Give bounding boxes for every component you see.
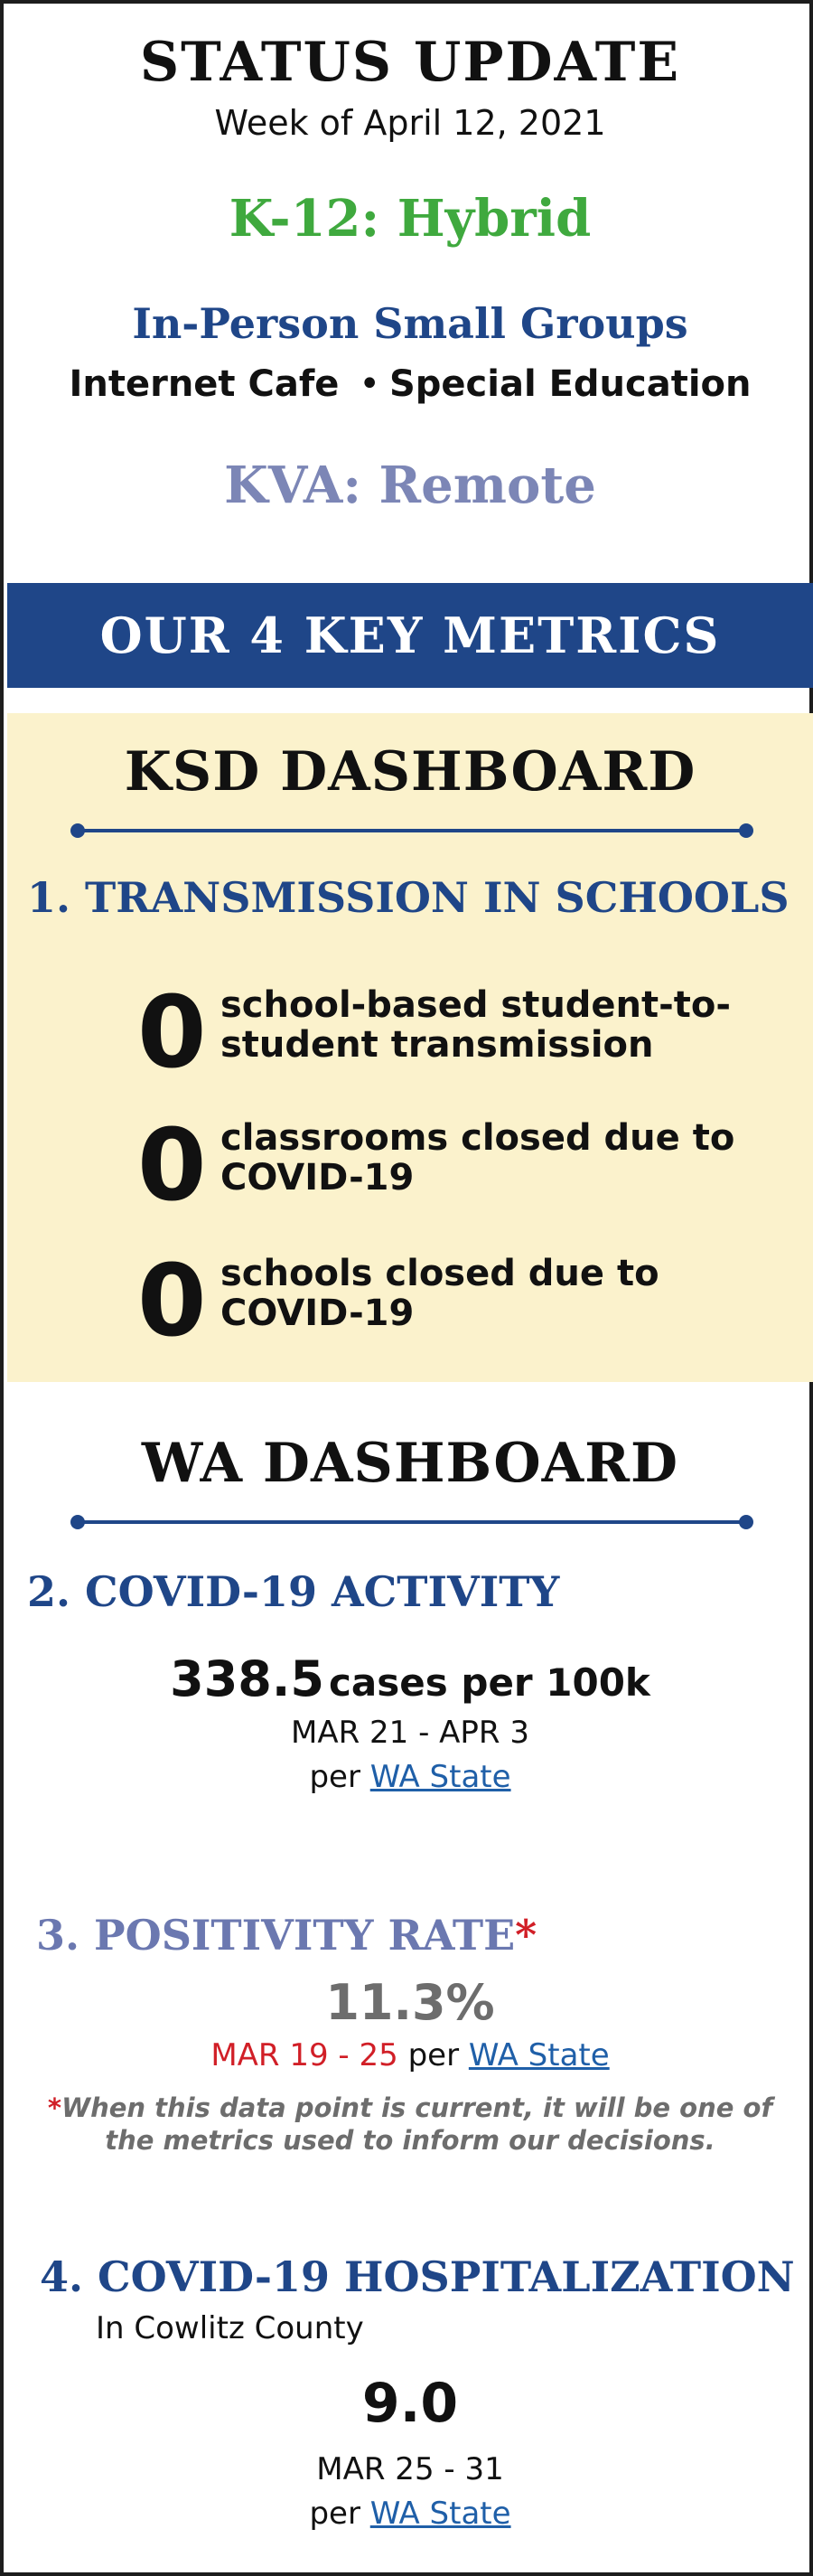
positivity-footnote-line1 bbox=[4, 2092, 813, 2124]
activity-value: 338.5 bbox=[170, 1650, 324, 1707]
ksd-dashboard-title: KSD DASHBOARD bbox=[124, 740, 696, 804]
positivity-date-range: MAR 19 - 25 bbox=[210, 2037, 398, 2073]
metric-3-value: 0 bbox=[137, 1243, 207, 1359]
bullet-separator: • bbox=[359, 363, 380, 405]
hospitalization-section-title: 4. COVID-19 HOSPITALIZATION bbox=[40, 2252, 795, 2301]
hospitalization-value: 9.0 bbox=[361, 2372, 459, 2435]
week-label: Week of April 12, 2021 bbox=[214, 103, 606, 143]
positivity-footnote-line2: the metrics used to inform our decisions. bbox=[105, 2125, 715, 2157]
positivity-wa-state-link[interactable]: WA State bbox=[468, 2037, 610, 2073]
k12-status: K-12: Hybrid bbox=[229, 189, 592, 249]
activity-source-prefix: per bbox=[309, 1759, 360, 1795]
positivity-footnote bbox=[4, 2092, 813, 2158]
activity-wa-state-link[interactable]: WA State bbox=[369, 1759, 511, 1795]
metric-2-value: 0 bbox=[137, 1107, 207, 1223]
wa-divider bbox=[78, 1520, 746, 1524]
key-metrics-banner: OUR 4 KEY METRICS bbox=[7, 583, 813, 688]
wa-dashboard-title: WA DASHBOARD bbox=[141, 1432, 679, 1495]
positivity-date-source bbox=[4, 2037, 813, 2073]
small-groups-list bbox=[4, 363, 813, 405]
group-special-education: Special Education bbox=[388, 363, 752, 405]
positivity-title-text: 3. POSITIVITY RATE bbox=[36, 1911, 516, 1960]
activity-metric bbox=[4, 1650, 813, 1707]
hospitalization-subtitle: In Cowlitz County bbox=[96, 2310, 364, 2346]
positivity-value: 11.3% bbox=[325, 1974, 495, 2031]
metric-2-label: classrooms closed due to COVID-19 bbox=[220, 1117, 735, 1199]
metric-3-label: schools closed due to COVID-19 bbox=[220, 1253, 659, 1334]
positivity-source-prefix: per bbox=[407, 2037, 460, 2073]
in-person-label: In-Person Small Groups bbox=[132, 299, 688, 348]
activity-section-title: 2. COVID-19 ACTIVITY bbox=[27, 1567, 560, 1616]
hospitalization-date-range: MAR 25 - 31 bbox=[316, 2451, 504, 2487]
group-internet-cafe: Internet Cafe bbox=[69, 363, 340, 405]
kva-status: KVA: Remote bbox=[224, 456, 596, 515]
positivity-section-title bbox=[36, 1911, 537, 1960]
hospitalization-wa-state-link[interactable]: WA State bbox=[369, 2496, 511, 2532]
metric-1-value: 0 bbox=[137, 974, 207, 1090]
activity-source bbox=[4, 1759, 813, 1795]
activity-unit: cases per 100k bbox=[329, 1660, 650, 1705]
footnote-line1-text: When this data point is current, it will be one of bbox=[61, 2092, 773, 2123]
activity-date-range: MAR 21 - APR 3 bbox=[291, 1715, 529, 1751]
page-title: STATUS UPDATE bbox=[139, 31, 681, 94]
hospitalization-source-prefix: per bbox=[309, 2496, 360, 2532]
metric-1-label: school-based student-to-student transmission bbox=[220, 984, 731, 1066]
ksd-divider bbox=[78, 829, 746, 832]
footnote-asterisk: * bbox=[47, 2092, 62, 2123]
hospitalization-source bbox=[4, 2496, 813, 2532]
transmission-section-title: 1. TRANSMISSION IN SCHOOLS bbox=[27, 873, 790, 922]
positivity-asterisk: * bbox=[515, 1911, 537, 1960]
